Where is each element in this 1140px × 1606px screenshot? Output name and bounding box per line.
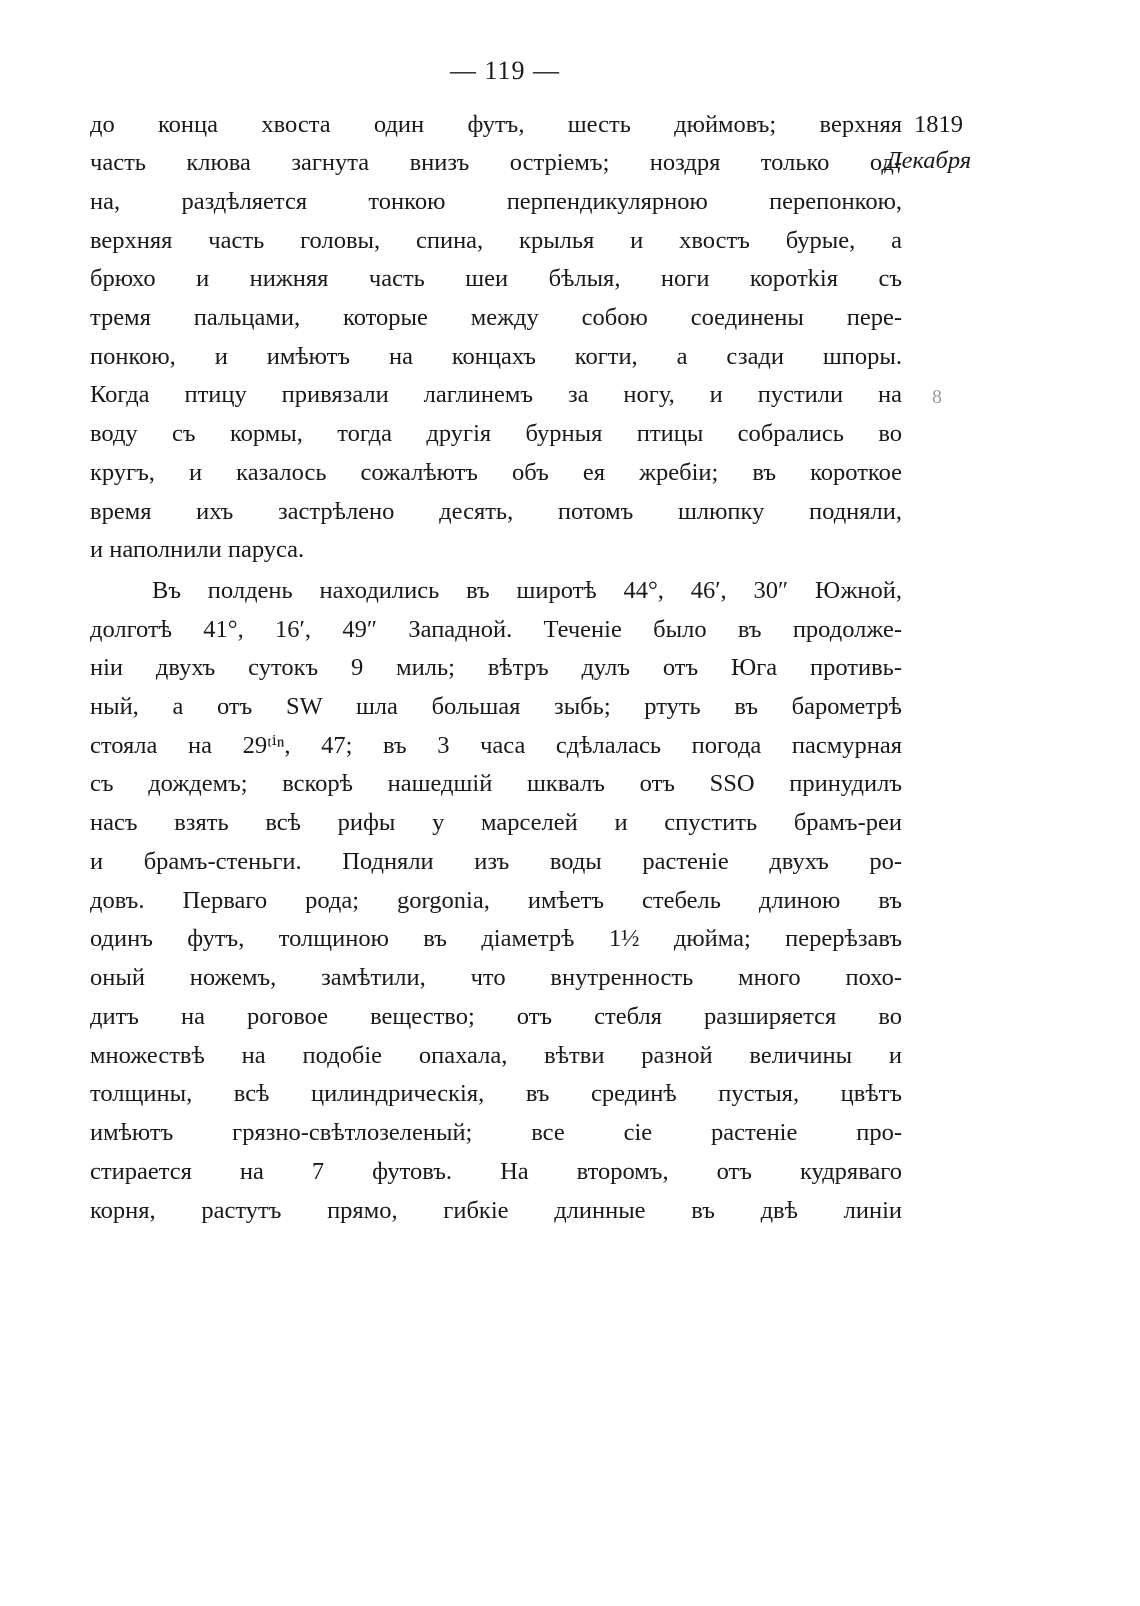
text-line: множествѣ на подобіе опахала, вѣтви разной величины и (90, 1042, 902, 1069)
margin-day: 8 (932, 386, 942, 408)
text-line: и наполнили паруса. (90, 536, 305, 563)
text-line: стирается на 7 футовъ. На второмъ, отъ кудряваго (90, 1158, 902, 1185)
text-line: корня, растутъ прямо, гибкіе длинные въ двѣ линіи (90, 1197, 902, 1224)
text-line: тремя пальцами, которые между собою соединены пере- (90, 304, 902, 331)
text-line: насъ взять всѣ рифы у марселей и спустить брамъ-реи (90, 809, 902, 836)
text-line: время ихъ застрѣлено десять, потомъ шлюпку подняли, (90, 498, 902, 525)
text-line: оный ножемъ, замѣтили, что внутренность много похо- (90, 964, 902, 991)
text-line: ный, а отъ SW шла большая зыбь; ртуть въ барометрѣ (90, 693, 902, 720)
text-line: ніи двухъ сутокъ 9 миль; вѣтръ дулъ отъ Юга противь- (90, 654, 902, 681)
text-line: на, раздѣляется тонкою перпендикулярною перепонкою, (90, 188, 902, 215)
text-line: долготѣ 41°, 16′, 49″ Западной. Теченіе было въ продолже- (90, 616, 902, 643)
text-line: воду съ кормы, тогда другія бурныя птицы собрались во (90, 420, 902, 447)
text-line: брюхо и нижняя часть шеи бѣлыя, ноги коротkія съ (90, 265, 902, 292)
text-line: и брамъ-стеньги. Подняли изъ воды растеніе двухъ ро- (90, 848, 902, 875)
text-line: верхняя часть головы, спина, крылья и хвостъ бурые, а (90, 227, 902, 254)
text-line: часть клюва загнута внизъ остріемъ; ноздря только од- (90, 149, 902, 176)
text-line: Когда птицу привязали лаглинемъ за ногу, и пустили на (90, 381, 902, 408)
text-line: съ дождемъ; вскорѣ нашедшій шквалъ отъ SSO принудилъ (90, 770, 902, 797)
margin-year: 1819 (914, 111, 963, 138)
text-line: толщины, всѣ цилиндрическія, въ срединѣ пустыя, цвѣтъ (90, 1080, 902, 1107)
text-line: Въ полдень находились въ широтѣ 44°, 46′, 30″ Южной, (152, 577, 902, 604)
text-line: стояла на 29ᵗⁱⁿ, 47; въ 3 часа сдѣлалась погода пасмурная (90, 732, 902, 759)
text-line: понкою, и имѣютъ на концахъ когти, а сзади шпоры. (90, 343, 902, 370)
text-line: имѣютъ грязно-свѣтлозеленый; все сіе растеніе про- (90, 1119, 902, 1146)
margin-month: Декабря (886, 147, 972, 174)
text-line: одинъ футъ, толщиною въ діаметрѣ 1½ дюйма; перерѣзавъ (90, 925, 902, 952)
page-number: — 119 — (449, 56, 561, 85)
text-line: кругъ, и казалось сожалѣютъ объ ея жребіи; въ короткое (90, 459, 902, 486)
text-line: довъ. Перваго рода; gorgonia, имѣетъ стебель длиною въ (90, 887, 902, 914)
text-line: до конца хвоста один футъ, шесть дюймовъ; верхняя (90, 111, 902, 138)
text-line: дитъ на роговое вещество; отъ стебля разширяется во (90, 1003, 902, 1030)
